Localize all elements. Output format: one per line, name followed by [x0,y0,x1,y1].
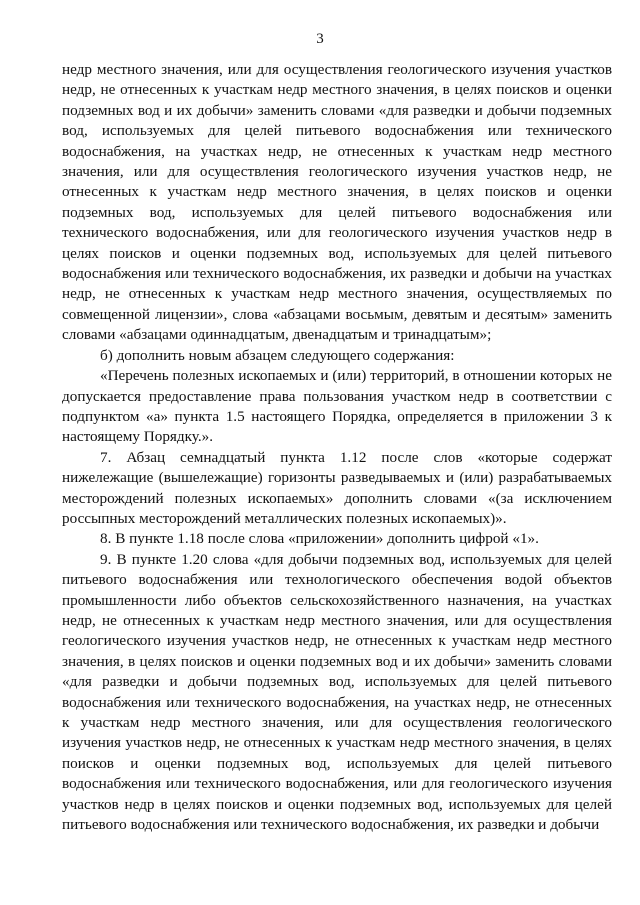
page-number: 3 [316,31,324,47]
paragraph-continuation: недр местного значения, или для осуществления геологического изучения участков недр, не отнесенных к участкам недр местного значения, в целях поисков и оценки подземных вод и их добычи» заменить словами «для разведки и добычи подземных вод, используемых для целей питьевого водоснабжения или технического водоснабжения, на участках недр, не отнесенных к участкам недр местного значения, или для осуществления геологического изучения участков недр, не отнесенных к участкам недр местного значения, в целях поисков и оценки подземных вод, используемых для целей питьевого водоснабжения или технического водоснабжения, или для геологического изучения участков недр в целях поисков и оценки подземных вод, используемых для целей питьевого водоснабжения или технического водоснабжения, их разведки и добычи на участках недр, не отнесенных к участкам недр местного значения, осуществляемых по совмещенной лицензии», слова «абзацами восьмым, девятым и десятым» заменить словами «абзацами одиннадцатым, двенадцатым и тринадцатым»; [62,61,612,344]
paragraph-quoted-addition: «Перечень полезных ископаемых и (или) территорий, в отношении которых не допускается предоставление права пользования участком недр в соответствии с подпунктом «а» пункта 1.5 настоящего Порядка, определяется в приложении 3 к настоящему Порядку.». [62,367,612,446]
paragraph-item-8: 8. В пункте 1.18 после слова «приложении» дополнить цифрой «1». [100,530,539,548]
paragraph-subitem-b: б) дополнить новым абзацем следующего содержания: [100,346,455,364]
document-body [62,60,612,835]
paragraph-item-7: 7. Абзац семнадцатый пункта 1.12 после слов «которые содержат нижележащие (вышележащие) горизонты разведываемых и (или) разрабатываемых месторождений полезных ископаемых» дополнить словами «(за исключением россыпных месторождений металлических полезных ископаемых)». [62,448,612,527]
paragraph-item-9: 9. В пункте 1.20 слова «для добычи подземных вод, используемых для целей питьевого водоснабжения или технологического обеспечения водой объектов промышленности либо объектов сельскохозяйственного назначения, на участках недр, не отнесенных к участкам недр местного значения, или для осуществления геологического изучения участков недр, не отнесенных к участкам недр местного значения, в целях поисков и оценки подземных вод и их добычи» заменить словами «для разведки и добычи подземных вод, используемых для целей питьевого водоснабжения или технического водоснабжения, на участках недр, не отнесенных к участкам недр местного значения, или для осуществления геологического изучения участков недр, не отнесенных к участкам недр местного значения, в целях поисков и оценки подземных вод, используемых для целей питьевого водоснабжения или технического водоснабжения, или для геологического изучения участков недр в целях поисков и оценки подземных вод, используемых для целей питьевого водоснабжения или технического водоснабжения, их разведки и добычи [62,550,612,834]
